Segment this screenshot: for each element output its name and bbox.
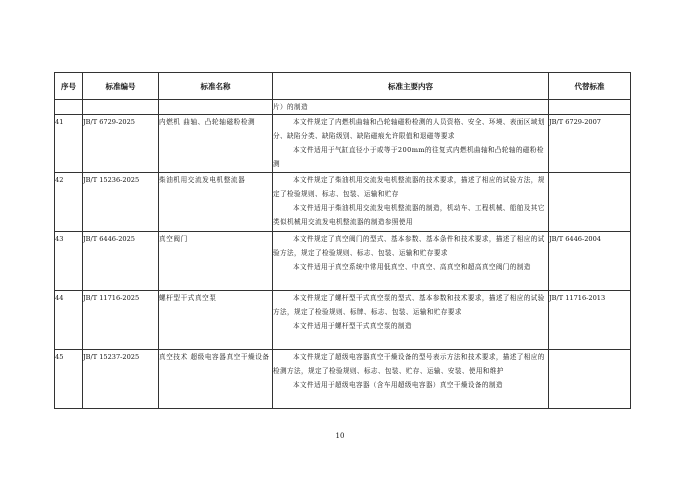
continuation-text: 片）的制造: [273, 100, 549, 115]
table-row: [55, 291, 631, 350]
content-paragraph: 本文件规定了超级电容器真空干燥设备的型号表示方法和技术要求，描述了相应的检测方法，规定了检验规则、标志、包装、贮存、运输、安装、使用和维护: [273, 353, 545, 375]
replaced-standard: [549, 173, 631, 232]
replaced-standard: JB/T 6446-2004: [549, 232, 631, 291]
content-paragraph: 本文件规定了内燃机曲轴和凸轮轴磁粉检测的人员资格、安全、环境、表面区域划分、缺陷分类、缺陷级别、缺陷磁痕允许限值和退磁等要求: [273, 118, 545, 140]
standards-table: [54, 72, 631, 409]
content-paragraph: 本文件规定了柴油机用交流发电机整流器的技术要求，描述了相应的试验方法，规定了检验规则、标志、包装、运输和贮存: [273, 176, 545, 198]
table-row: [55, 232, 631, 291]
cell-empty: [83, 100, 159, 115]
header-code: 标准编号: [83, 73, 159, 100]
standard-content: [273, 232, 549, 291]
standard-code: JB/T 11716-2025: [83, 291, 159, 350]
header-replaces: 代替标准: [549, 73, 631, 100]
row-number: 42: [55, 173, 83, 232]
standard-name: 柴油机用交流发电机整流器: [159, 173, 273, 232]
cell-empty: [549, 100, 631, 115]
content-paragraph: 本文件规定了真空阀门的型式、基本参数、基本条件和技术要求，描述了相应的试验方法，规定了检验规则、标志、包装、运输和贮存要求: [273, 235, 545, 257]
table-header-row: [55, 73, 631, 100]
header-name: 标准名称: [159, 73, 273, 100]
cell-empty: [55, 100, 83, 115]
content-paragraph: 本文件适用于螺杆型干式真空泵的制造: [293, 322, 412, 330]
standard-name: 螺杆型干式真空泵: [159, 291, 273, 350]
replaced-standard: JB/T 6729-2007: [549, 115, 631, 173]
standard-name: 真空阀门: [159, 232, 273, 291]
standard-code: JB/T 6729-2025: [83, 115, 159, 173]
content-paragraph: 本文件规定了螺杆型干式真空泵的型式、基本参数和技术要求，描述了相应的试验方法，规定了检验规则、标牌、标志、包装、运输和贮存要求: [273, 294, 545, 316]
table-row: [55, 350, 631, 409]
content-paragraph: 本文件适用于超级电容器（含车用超级电容器）真空干燥设备的制造: [293, 381, 503, 389]
cell-empty: [159, 100, 273, 115]
row-number: 45: [55, 350, 83, 409]
table-row-continuation: [55, 100, 631, 115]
standard-code: JB/T 15237-2025: [83, 350, 159, 409]
standard-name: 真空技术 超级电容器真空干燥设备: [159, 350, 273, 409]
content-paragraph: 本文件适用于柴油机用交流发电机整流器的制造，机动车、工程机械、船舶及其它类似机械用交流发电机整流器的制造参照使用: [273, 204, 545, 226]
replaced-standard: [549, 350, 631, 409]
replaced-standard: JB/T 11716-2013: [549, 291, 631, 350]
row-number: 41: [55, 115, 83, 173]
row-number: 44: [55, 291, 83, 350]
content-paragraph: 本文件适用于气缸直径小于或等于200mm的往复式内燃机曲轴和凸轮轴的磁粉检测: [273, 146, 544, 168]
standard-code: JB/T 6446-2025: [83, 232, 159, 291]
table-row: [55, 173, 631, 232]
standard-content: [273, 173, 549, 232]
page-number: 10: [335, 432, 345, 440]
header-content: 标准主要内容: [273, 73, 549, 100]
standard-content: [273, 350, 549, 409]
standard-content: [273, 115, 549, 173]
standard-name: 内燃机 曲轴、凸轮轴磁粉检测: [159, 115, 273, 173]
standard-content: [273, 291, 549, 350]
row-number: 43: [55, 232, 83, 291]
header-no: 序号: [55, 73, 83, 100]
content-paragraph: 本文件适用于真空系统中常用低真空、中真空、高真空和超高真空阀门的制造: [293, 263, 531, 271]
standard-code: JB/T 15236-2025: [83, 173, 159, 232]
table-row: [55, 115, 631, 173]
